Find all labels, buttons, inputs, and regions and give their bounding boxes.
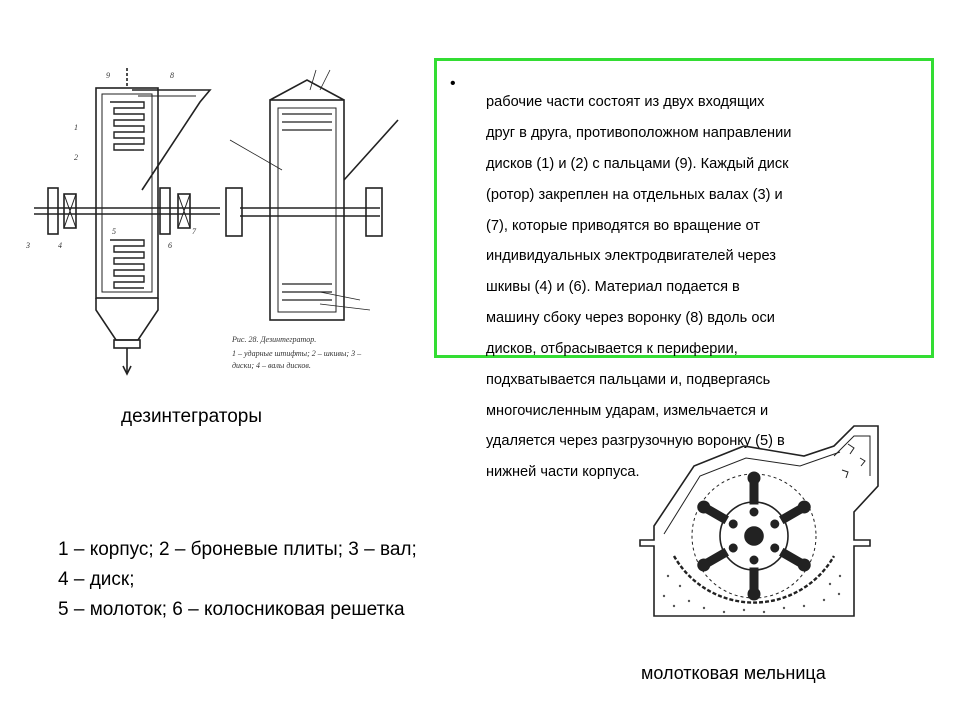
mill-housing xyxy=(640,426,878,616)
callout-3: 3 xyxy=(26,241,30,250)
callout-9: 9 xyxy=(106,71,110,80)
description-line: рабочие части состоят из двух входящих xyxy=(486,94,765,111)
description-line: удаляется через разгрузочную воронку (5) в xyxy=(486,433,785,450)
callout-6: 6 xyxy=(168,241,172,250)
fig1-caption-line1: 1 – ударные штифты; 2 – шкивы; 3 – xyxy=(232,349,362,358)
right-pulley xyxy=(160,188,170,234)
lower-fingers xyxy=(110,240,144,288)
rotor-shaft xyxy=(745,527,763,545)
description-line: (ротор) закреплен на отдельных валах (3) и xyxy=(486,186,783,203)
callout-1: 1 xyxy=(74,123,78,132)
disintegrators-caption: дезинтеграторы xyxy=(121,406,263,427)
left-pulley xyxy=(48,188,58,234)
description-line: многочисленным ударам, измельчается и xyxy=(486,402,769,419)
description-line: индивидуальных электродвигателей через xyxy=(486,248,776,265)
bullet-marker: • xyxy=(450,75,456,92)
legend-line-2: 4 – диск; xyxy=(58,569,135,590)
callout-7: 7 xyxy=(192,227,196,236)
description-line: подхватывается пальцами и, подвергаясь xyxy=(486,371,771,388)
fig1-caption-line2: диски; 4 – валы дисков. xyxy=(232,361,311,370)
description-line: дисков (1) и (2) с пальцами (9). Каждый диск xyxy=(486,156,789,173)
legend-line-1: 1 – корпус; 2 – броневые плиты; 3 – вал; xyxy=(58,539,417,560)
callout-5: 5 xyxy=(112,227,116,236)
right-fig-left-pulley xyxy=(226,188,242,236)
callout-4: 4 xyxy=(58,241,62,250)
legend-line-3: 5 – молоток; 6 – колосниковая решетка xyxy=(58,599,405,620)
description-line: нижней части корпуса. xyxy=(486,464,640,481)
parts-legend xyxy=(58,535,417,625)
callout-8: 8 xyxy=(170,71,174,80)
hammer-mill-caption: молотковая мельница xyxy=(641,663,826,683)
right-housing xyxy=(270,100,344,320)
fig1-caption-title: Рис. 28. Дезинтегратор. xyxy=(232,335,317,344)
discharge-cone xyxy=(96,298,158,340)
description-line: друг в друга, противоположном направлении xyxy=(486,125,792,142)
right-fig-right-pulley xyxy=(366,188,382,236)
description-line: (7), которые приводятся во вращение от xyxy=(486,217,761,234)
description-line: шкивы (4) и (6). Материал подается в xyxy=(486,279,740,296)
description-line: машину сбоку через воронку (8) вдоль оси xyxy=(486,310,775,327)
callout-2: 2 xyxy=(74,153,78,162)
description-line: дисков, отбрасывается к периферии, xyxy=(486,340,738,357)
hammer-mill-figure xyxy=(634,416,904,646)
upper-fingers xyxy=(110,102,144,150)
disintegrator-figure xyxy=(20,60,410,390)
